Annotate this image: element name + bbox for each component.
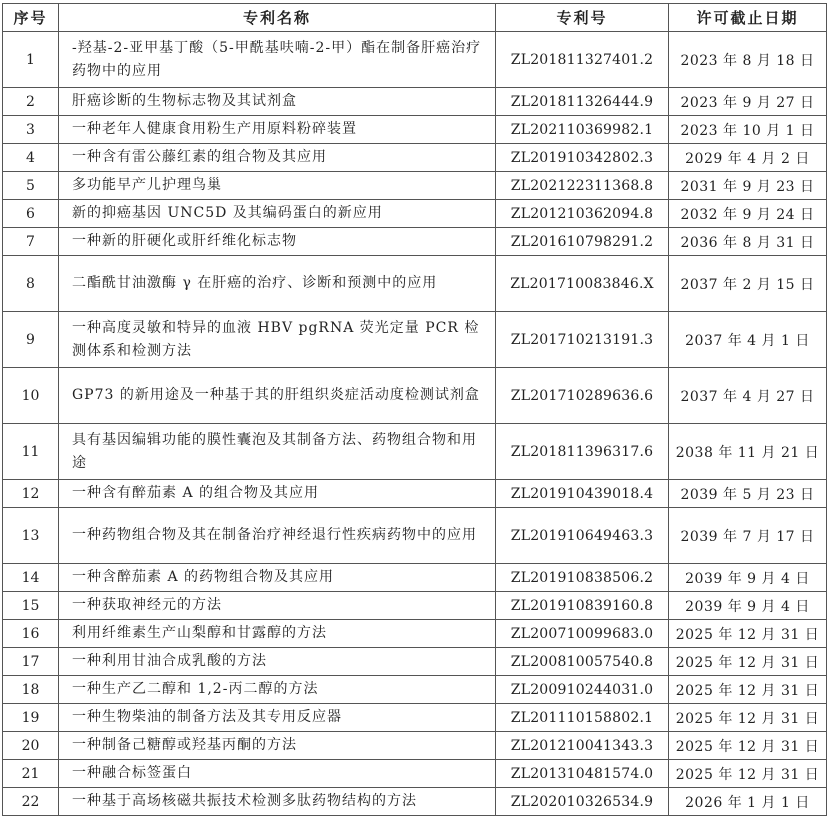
row-patent-number: ZL201910439018.4 <box>496 480 669 508</box>
row-serial-number: 19 <box>3 704 59 732</box>
row-patent-name: 多功能早产儿护理鸟巢 <box>59 172 496 200</box>
row-serial-number: 1 <box>3 32 59 88</box>
row-license-deadline: 2036 年 8 月 31 日 <box>669 228 827 256</box>
table-row <box>3 172 827 200</box>
row-patent-number: ZL201910839160.8 <box>496 592 669 620</box>
row-serial-number: 5 <box>3 172 59 200</box>
row-patent-number: ZL201710289636.6 <box>496 368 669 424</box>
row-patent-name: 一种融合标签蛋白 <box>59 760 496 788</box>
row-serial-number: 11 <box>3 424 59 480</box>
row-serial-number: 15 <box>3 592 59 620</box>
row-patent-name: 二酯酰甘油激酶 γ 在肝癌的治疗、诊断和预测中的应用 <box>59 256 496 312</box>
row-license-deadline: 2025 年 12 月 31 日 <box>669 704 827 732</box>
row-serial-number: 2 <box>3 88 59 116</box>
row-serial-number: 13 <box>3 508 59 564</box>
row-serial-number: 4 <box>3 144 59 172</box>
row-serial-number: 7 <box>3 228 59 256</box>
row-license-deadline: 2025 年 12 月 31 日 <box>669 760 827 788</box>
table-row <box>3 368 827 424</box>
table-row <box>3 732 827 760</box>
row-patent-number: ZL200810057540.8 <box>496 648 669 676</box>
table-row <box>3 564 827 592</box>
row-patent-name: 一种利用甘油合成乳酸的方法 <box>59 648 496 676</box>
table-row <box>3 676 827 704</box>
row-patent-number: ZL201110158802.1 <box>496 704 669 732</box>
row-license-deadline: 2025 年 12 月 31 日 <box>669 620 827 648</box>
row-license-deadline: 2026 年 1 月 1 日 <box>669 788 827 816</box>
row-serial-number: 12 <box>3 480 59 508</box>
row-patent-number: ZL201310481574.0 <box>496 760 669 788</box>
row-license-deadline: 2037 年 2 月 15 日 <box>669 256 827 312</box>
row-license-deadline: 2038 年 11 月 21 日 <box>669 424 827 480</box>
header-serial-number: 序号 <box>3 4 59 32</box>
row-serial-number: 18 <box>3 676 59 704</box>
row-patent-number: ZL201710083846.X <box>496 256 669 312</box>
row-license-deadline: 2037 年 4 月 27 日 <box>669 368 827 424</box>
row-patent-name: 一种药物组合物及其在制备治疗神经退行性疾病药物中的应用 <box>59 508 496 564</box>
row-license-deadline: 2039 年 9 月 4 日 <box>669 564 827 592</box>
row-license-deadline: 2023 年 9 月 27 日 <box>669 88 827 116</box>
header-license-deadline: 许可截止日期 <box>669 4 827 32</box>
row-patent-number: ZL201910342802.3 <box>496 144 669 172</box>
row-patent-name: -羟基-2-亚甲基丁酸（5-甲酰基呋喃-2-甲）酯在制备肝癌治疗药物中的应用 <box>59 32 496 88</box>
row-serial-number: 20 <box>3 732 59 760</box>
row-patent-name: 一种含有雷公藤红素的组合物及其应用 <box>59 144 496 172</box>
row-serial-number: 8 <box>3 256 59 312</box>
row-patent-name: 利用纤维素生产山梨醇和甘露醇的方法 <box>59 620 496 648</box>
row-serial-number: 9 <box>3 312 59 368</box>
table-row <box>3 228 827 256</box>
row-patent-number: ZL201811327401.2 <box>496 32 669 88</box>
row-patent-number: ZL202110369982.1 <box>496 116 669 144</box>
table-row <box>3 32 827 88</box>
row-patent-name: 一种老年人健康食用粉生产用原料粉碎装置 <box>59 116 496 144</box>
row-patent-number: ZL201710213191.3 <box>496 312 669 368</box>
table-row <box>3 760 827 788</box>
header-row <box>3 4 827 32</box>
table-row <box>3 144 827 172</box>
row-patent-name: 一种新的肝硬化或肝纤维化标志物 <box>59 228 496 256</box>
patent-license-document <box>2 3 827 816</box>
row-serial-number: 14 <box>3 564 59 592</box>
header-patent-name: 专利名称 <box>59 4 496 32</box>
table-row <box>3 424 827 480</box>
row-patent-name: 新的抑癌基因 UNC5D 及其编码蛋白的新应用 <box>59 200 496 228</box>
row-patent-name: GP73 的新用途及一种基于其的肝组织炎症活动度检测试剂盒 <box>59 368 496 424</box>
row-license-deadline: 2039 年 9 月 4 日 <box>669 592 827 620</box>
header-patent-number: 专利号 <box>496 4 669 32</box>
table-row <box>3 788 827 816</box>
row-serial-number: 21 <box>3 760 59 788</box>
row-patent-name: 一种制备己糖醇或羟基丙酮的方法 <box>59 732 496 760</box>
row-serial-number: 3 <box>3 116 59 144</box>
row-license-deadline: 2039 年 7 月 17 日 <box>669 508 827 564</box>
row-patent-number: ZL201811326444.9 <box>496 88 669 116</box>
row-patent-number: ZL201210362094.8 <box>496 200 669 228</box>
table-row <box>3 704 827 732</box>
row-patent-name: 一种含有醉茄素 A 的组合物及其应用 <box>59 480 496 508</box>
table-row <box>3 256 827 312</box>
row-patent-name: 肝癌诊断的生物标志物及其试剂盒 <box>59 88 496 116</box>
row-patent-number: ZL202122311368.8 <box>496 172 669 200</box>
table-row <box>3 480 827 508</box>
row-patent-number: ZL201610798291.2 <box>496 228 669 256</box>
row-serial-number: 22 <box>3 788 59 816</box>
row-patent-number: ZL200910244031.0 <box>496 676 669 704</box>
table-row <box>3 508 827 564</box>
row-patent-name: 一种生物柴油的制备方法及其专用反应器 <box>59 704 496 732</box>
row-patent-name: 一种高度灵敏和特异的血液 HBV pgRNA 荧光定量 PCR 检测体系和检测方法 <box>59 312 496 368</box>
table-row <box>3 312 827 368</box>
row-patent-name: 具有基因编辑功能的膜性囊泡及其制备方法、药物组合物和用途 <box>59 424 496 480</box>
row-license-deadline: 2037 年 4 月 1 日 <box>669 312 827 368</box>
row-serial-number: 10 <box>3 368 59 424</box>
row-license-deadline: 2023 年 10 月 1 日 <box>669 116 827 144</box>
row-patent-name: 一种获取神经元的方法 <box>59 592 496 620</box>
row-license-deadline: 2025 年 12 月 31 日 <box>669 676 827 704</box>
row-patent-number: ZL201210041343.3 <box>496 732 669 760</box>
row-patent-number: ZL201910838506.2 <box>496 564 669 592</box>
row-patent-number: ZL201811396317.6 <box>496 424 669 480</box>
row-license-deadline: 2039 年 5 月 23 日 <box>669 480 827 508</box>
table-row <box>3 116 827 144</box>
table-row <box>3 200 827 228</box>
row-license-deadline: 2029 年 4 月 2 日 <box>669 144 827 172</box>
row-serial-number: 16 <box>3 620 59 648</box>
row-patent-name: 一种含醉茄素 A 的药物组合物及其应用 <box>59 564 496 592</box>
table-row <box>3 620 827 648</box>
table-row <box>3 648 827 676</box>
row-license-deadline: 2023 年 8 月 18 日 <box>669 32 827 88</box>
row-license-deadline: 2025 年 12 月 31 日 <box>669 648 827 676</box>
row-license-deadline: 2025 年 12 月 31 日 <box>669 732 827 760</box>
row-patent-name: 一种生产乙二醇和 1,2-丙二醇的方法 <box>59 676 496 704</box>
table-row <box>3 592 827 620</box>
row-patent-number: ZL202010326534.9 <box>496 788 669 816</box>
table-row <box>3 88 827 116</box>
row-serial-number: 6 <box>3 200 59 228</box>
row-license-deadline: 2032 年 9 月 24 日 <box>669 200 827 228</box>
row-license-deadline: 2031 年 9 月 23 日 <box>669 172 827 200</box>
row-serial-number: 17 <box>3 648 59 676</box>
row-patent-number: ZL200710099683.0 <box>496 620 669 648</box>
row-patent-name: 一种基于高场核磁共振技术检测多肽药物结构的方法 <box>59 788 496 816</box>
patent-table <box>2 3 827 816</box>
row-patent-number: ZL201910649463.3 <box>496 508 669 564</box>
